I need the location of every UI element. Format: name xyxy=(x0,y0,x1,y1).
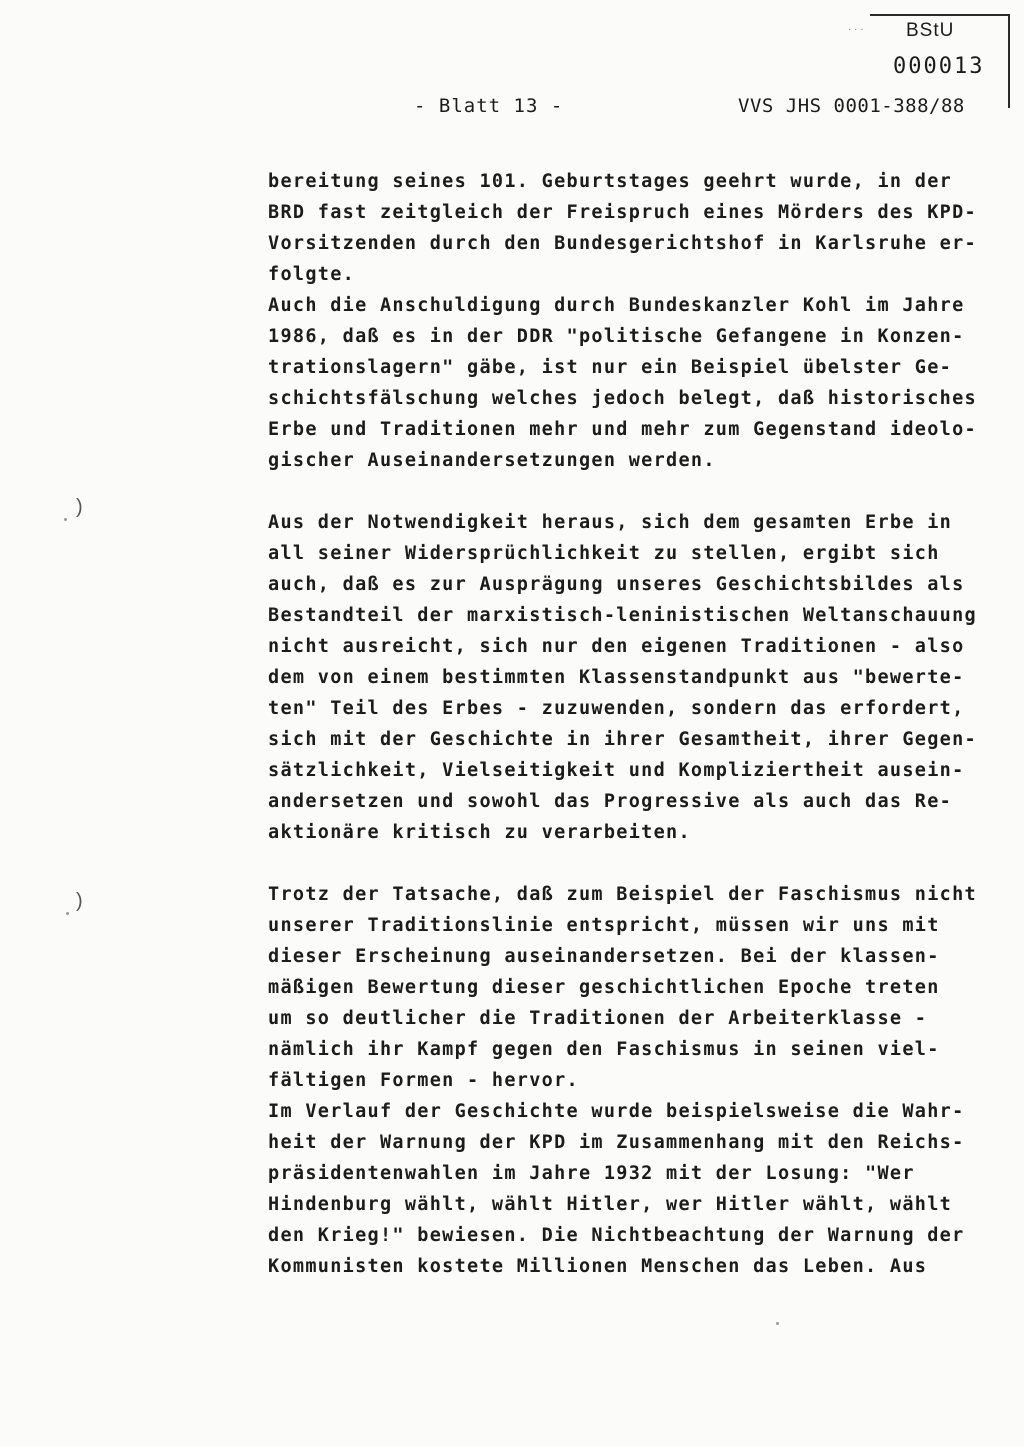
text-line: ten" Teil des Erbes - zuzuwenden, sondern das erfordert, xyxy=(268,698,965,719)
text-line: unserer Traditionslinie entspricht, müssen wir uns mit xyxy=(268,915,940,936)
text-line: Aus der Notwendigkeit heraus, sich dem gesamten Erbe in xyxy=(268,512,953,533)
text-line: um so deutlicher die Traditionen der Arbeiterklasse - xyxy=(268,1008,928,1029)
text-line: sich mit der Geschichte in ihrer Gesamtheit, ihrer Gegen- xyxy=(268,729,977,750)
paragraph-gap xyxy=(268,848,988,879)
punch-hole-mark: ) xyxy=(76,496,83,518)
text-line: sätzlichkeit, Vielseitigkeit und Kompliziertheit ausein- xyxy=(268,760,965,781)
text-line: BRD fast zeitgleich der Freispruch eines Mörders des KPD- xyxy=(268,202,977,223)
text-line: aktionäre kritisch zu verarbeiten. xyxy=(268,822,691,843)
paragraph-2 xyxy=(268,507,988,848)
paragraph-1 xyxy=(268,166,988,476)
text-line: den Krieg!" bewiesen. Die Nichtbeachtung der Warnung der xyxy=(268,1225,965,1246)
body-text xyxy=(268,166,988,1282)
paragraph-gap xyxy=(268,476,988,507)
text-line: folgte. xyxy=(268,264,356,285)
text-line: nämlich ihr Kampf gegen den Faschismus in seinen viel- xyxy=(268,1039,940,1060)
text-line: bereitung seines 101. Geburtstages geehrt wurde, in der xyxy=(268,171,953,192)
text-line: Bestandteil der marxistisch-leninistischen Weltanschauung xyxy=(268,605,977,626)
text-line: schichtsfälschung welches jedoch belegt, daß historisches xyxy=(268,388,977,409)
text-line: mäßigen Bewertung dieser geschichtlichen Epoche treten xyxy=(268,977,940,998)
text-line: Auch die Anschuldigung durch Bundeskanzler Kohl im Jahre xyxy=(268,295,965,316)
text-line: fältigen Formen - hervor. xyxy=(268,1070,579,1091)
text-line: Vorsitzenden durch den Bundesgerichtshof in Karlsruhe er- xyxy=(268,233,977,254)
text-line: all seiner Widersprüchlichkeit zu stellen, ergibt sich xyxy=(268,543,940,564)
text-line: dieser Erscheinung auseinandersetzen. Bei der klassen- xyxy=(268,946,940,967)
text-line: präsidentenwahlen im Jahre 1932 mit der Losung: "Wer xyxy=(268,1163,915,1184)
text-line: Kommunisten kostete Millionen Menschen das Leben. Aus xyxy=(268,1256,928,1277)
text-line: Trotz der Tatsache, daß zum Beispiel der Faschismus nicht xyxy=(268,884,977,905)
page-number-header: - Blatt 13 - xyxy=(414,95,564,117)
archive-stamp-label: BStU xyxy=(906,20,955,41)
text-line: dem von einem bestimmten Klassenstandpunkt aus "bewerte- xyxy=(268,667,965,688)
text-line: Hindenburg wählt, wählt Hitler, wer Hitler wählt, wählt xyxy=(268,1194,953,1215)
text-line: Erbe und Traditionen mehr und mehr zum Gegenstand ideolo- xyxy=(268,419,977,440)
archive-stamp-number: 000013 xyxy=(893,54,985,79)
punch-hole-mark: ) xyxy=(76,890,83,912)
paragraph-3 xyxy=(268,879,988,1282)
text-line: auch, daß es zur Ausprägung unseres Geschichtsbildes als xyxy=(268,574,965,595)
document-reference-header: VVS JHS 0001-388/88 xyxy=(738,95,965,117)
text-line: heit der Warnung der KPD im Zusammenhang mit den Reichs- xyxy=(268,1132,965,1153)
text-line: andersetzen und sowohl das Progressive als auch das Re- xyxy=(268,791,953,812)
paper-speck xyxy=(776,1322,779,1325)
paper-speck xyxy=(64,518,67,521)
text-line: Im Verlauf der Geschichte wurde beispielsweise die Wahr- xyxy=(268,1101,965,1122)
text-line: 1986, daß es in der DDR "politische Gefangene in Konzen- xyxy=(268,326,965,347)
text-line: nicht ausreicht, sich nur den eigenen Traditionen - also xyxy=(268,636,965,657)
text-line: trationslagern" gäbe, ist nur ein Beispiel übelster Ge- xyxy=(268,357,953,378)
paper-speck xyxy=(66,912,69,915)
stamp-marks: · · · xyxy=(848,24,864,35)
text-line: gischer Auseinandersetzungen werden. xyxy=(268,450,716,471)
